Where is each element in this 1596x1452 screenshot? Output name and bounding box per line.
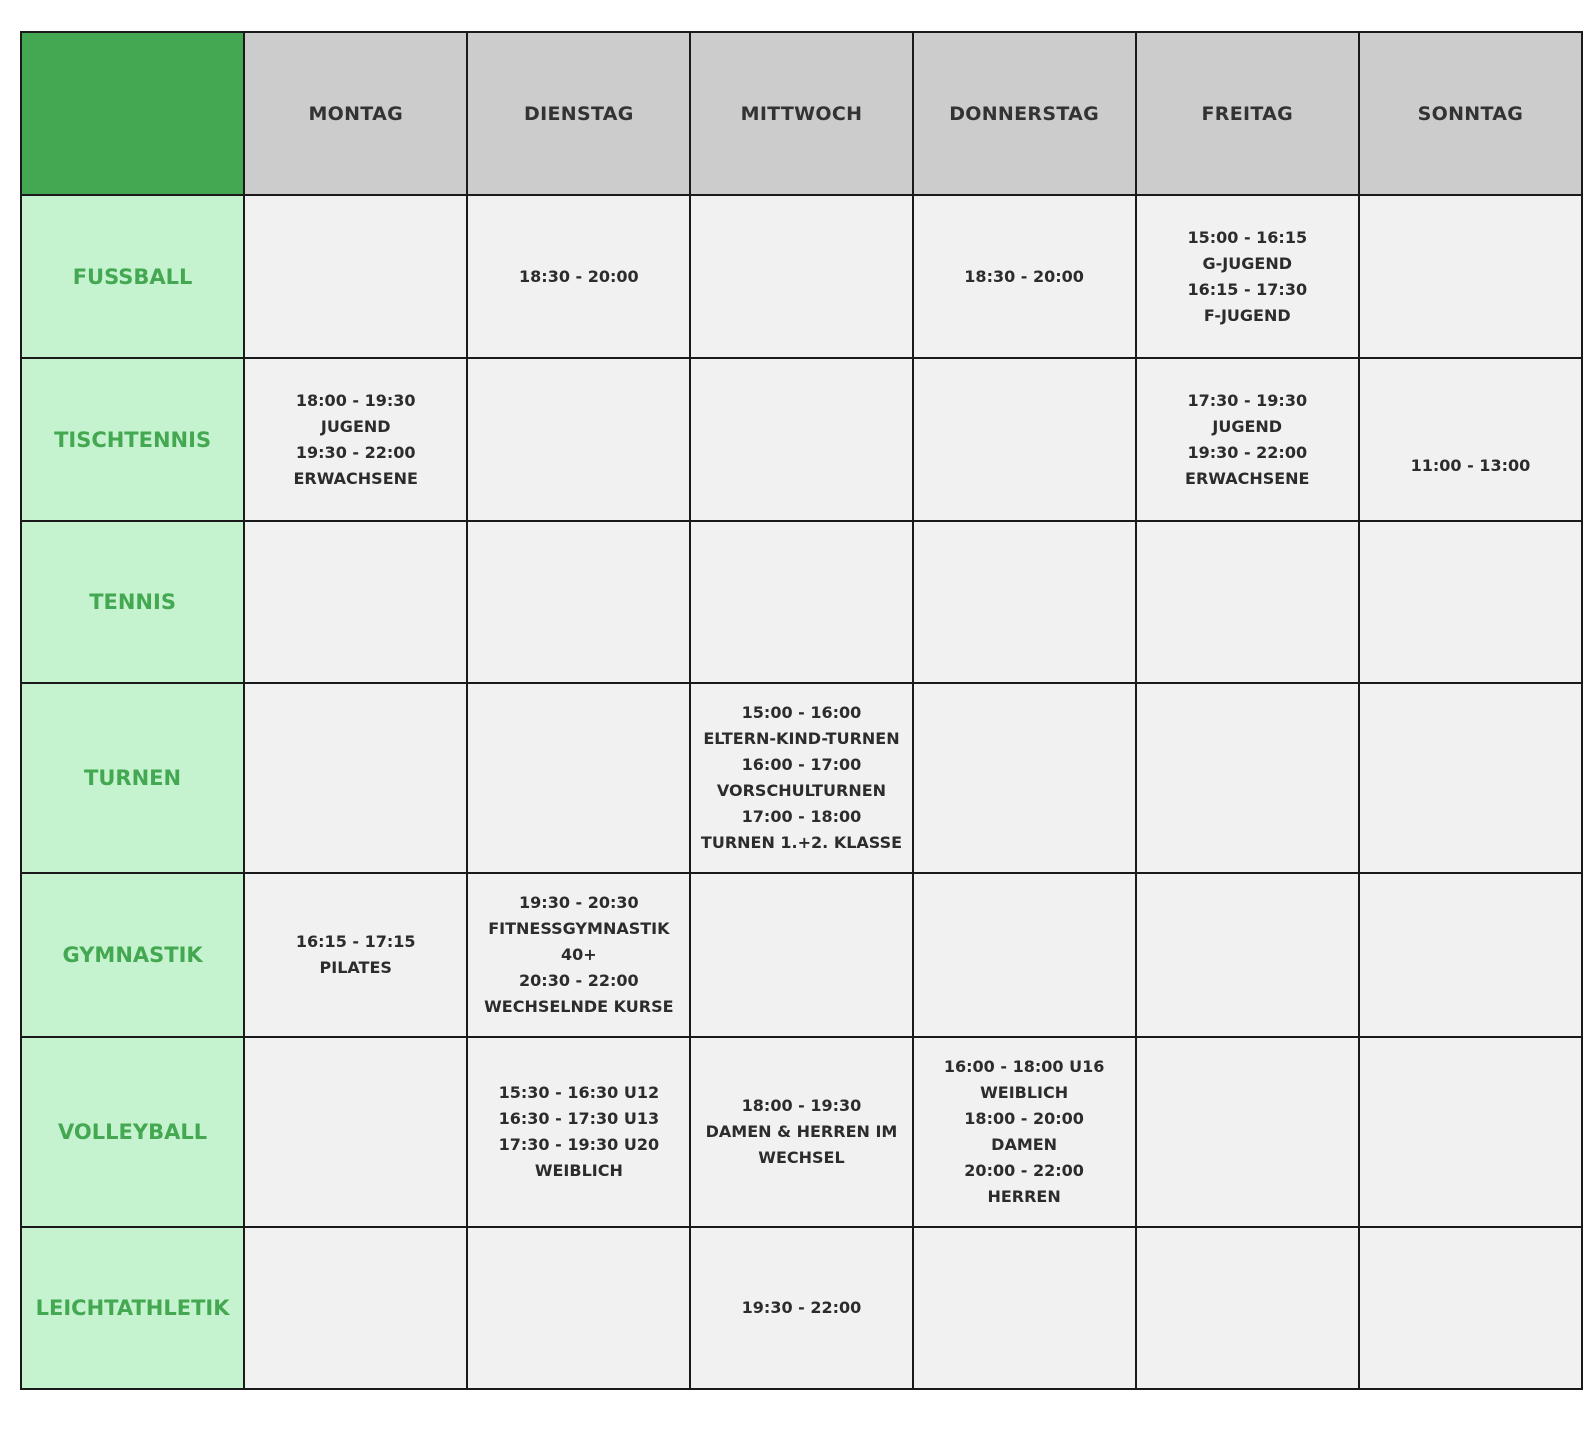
schedule-cell (913, 1227, 1136, 1389)
schedule-table (20, 31, 1583, 1390)
sport-label: TURNEN (21, 683, 244, 873)
cell-entry-line: 18:00 - 19:30 (295, 390, 416, 410)
cell-entry-line: 16:00 - 17:00 (741, 755, 862, 774)
schedule-cell (467, 358, 690, 521)
schedule-cell (244, 521, 467, 683)
sport-label: GYMNASTIK (21, 873, 244, 1037)
cell-entry-line: DAMEN & HERREN IM (705, 1122, 898, 1141)
day-header-sonntag: SONNTAG (1359, 32, 1582, 195)
sport-label: TENNIS (21, 521, 244, 683)
schedule-cell (1359, 683, 1582, 873)
schedule-cell (1136, 683, 1359, 873)
cell-entry-line: 20:30 - 22:00 (519, 971, 639, 990)
header-row (21, 32, 1582, 195)
schedule-cell (1359, 1037, 1582, 1227)
schedule-cell (913, 358, 1136, 521)
schedule-cell (1136, 873, 1359, 1037)
schedule-cell (1136, 358, 1359, 521)
schedule-cell (690, 683, 912, 873)
schedule-cell (690, 195, 912, 358)
schedule-cell (244, 1227, 467, 1389)
schedule-cell (913, 521, 1136, 683)
cell-entry-line: 16:30 - 17:30 U13 (498, 1109, 660, 1128)
cell-entry-line: 18:30 - 20:00 (519, 266, 639, 286)
schedule-cell (690, 873, 912, 1037)
cell-entry-line: VORSCHULTURNEN (716, 781, 887, 800)
schedule-cell (1359, 1227, 1582, 1389)
cell-entry-line: FITNESSGYMNASTIK (488, 919, 670, 938)
schedule-cell (467, 683, 690, 873)
schedule-cell (244, 683, 467, 873)
cell-entry-line: WEIBLICH (980, 1083, 1069, 1102)
schedule-row (21, 873, 1582, 1037)
cell-entry-line: 16:15 - 17:30 (1187, 279, 1308, 299)
cell-spacer (1364, 401, 1577, 453)
cell-entry-line: G-JUGEND (1202, 253, 1292, 273)
schedule-cell (690, 358, 912, 521)
day-header-freitag: FREITAG (1136, 32, 1359, 195)
schedule-cell (1136, 195, 1359, 358)
schedule-cell (244, 873, 467, 1037)
sport-label: TISCHTENNIS (21, 358, 244, 521)
cell-entry-line: TURNEN 1.+2. KLASSE (700, 833, 903, 852)
schedule-cell (913, 1037, 1136, 1227)
cell-entry-line: 18:00 - 20:00 (964, 1109, 1084, 1128)
cell-entry-line: 20:00 - 22:00 (964, 1161, 1084, 1180)
cell-entry-line: 15:00 - 16:15 (1187, 227, 1308, 247)
day-header-donnerstag: DONNERSTAG (913, 32, 1136, 195)
schedule-cell (913, 683, 1136, 873)
sport-label: LEICHTATHLETIK (21, 1227, 244, 1389)
cell-entry-line: ERWACHSENE (293, 468, 418, 488)
cell-entry-line: 11:00 - 13:00 (1410, 455, 1531, 475)
schedule-row (21, 195, 1582, 358)
schedule-row (21, 683, 1582, 873)
schedule-cell (690, 1227, 912, 1389)
cell-entry-line: HERREN (987, 1187, 1061, 1206)
day-header-dienstag: DIENSTAG (467, 32, 690, 195)
cell-entry-line: PILATES (319, 958, 392, 977)
schedule-cell (467, 873, 690, 1037)
schedule-cell (244, 1037, 467, 1227)
schedule-cell (913, 195, 1136, 358)
schedule-cell (467, 1227, 690, 1389)
schedule-cell (1359, 195, 1582, 358)
cell-entry-line: 18:00 - 19:30 (741, 1096, 862, 1115)
schedule-cell (1359, 521, 1582, 683)
schedule-cell (1136, 521, 1359, 683)
cell-entry-line: F-JUGEND (1203, 305, 1291, 325)
schedule-cell (244, 358, 467, 521)
schedule-cell (467, 1037, 690, 1227)
cell-entry-line: 40+ (561, 945, 597, 964)
cell-entry-line: 19:30 - 22:00 (295, 442, 416, 462)
cell-entry-line: 16:00 - 18:00 U16 (943, 1057, 1105, 1076)
cell-entry-line: 19:30 - 22:00 (741, 1298, 862, 1317)
cell-entry-line: WEIBLICH (534, 1161, 623, 1180)
schedule-cell (1359, 873, 1582, 1037)
cell-entry-line: WECHSEL (758, 1148, 845, 1167)
cell-entry-line: ERWACHSENE (1185, 468, 1310, 488)
schedule-row (21, 1227, 1582, 1389)
cell-entry-line: JUGEND (320, 416, 391, 436)
schedule-cell (913, 873, 1136, 1037)
schedule-cell (467, 195, 690, 358)
day-header-montag: MONTAG (244, 32, 467, 195)
day-header-mittwoch: MITTWOCH (690, 32, 912, 195)
cell-entry-line: 17:30 - 19:30 U20 (498, 1135, 660, 1154)
header-corner (21, 32, 244, 195)
schedule-cell (1136, 1037, 1359, 1227)
schedule-cell (244, 195, 467, 358)
cell-entry-line: 15:00 - 16:00 (741, 703, 862, 722)
cell-entry-line: 17:00 - 18:00 (741, 807, 862, 826)
schedule-cell (1359, 358, 1582, 521)
schedule-cell (690, 1037, 912, 1227)
schedule-cell (690, 521, 912, 683)
sport-label: FUSSBALL (21, 195, 244, 358)
cell-entry-line: ELTERN-KIND-TURNEN (703, 729, 900, 748)
cell-entry-line: 19:30 - 22:00 (1187, 442, 1308, 462)
cell-entry-line: JUGEND (1212, 416, 1283, 436)
schedule-cell (1136, 1227, 1359, 1389)
cell-entry-line: DAMEN (991, 1135, 1058, 1154)
cell-entry-line: 19:30 - 20:30 (519, 893, 639, 912)
schedule-row (21, 521, 1582, 683)
schedule-row (21, 358, 1582, 521)
cell-entry-line: 18:30 - 20:00 (964, 266, 1084, 286)
schedule-row (21, 1037, 1582, 1227)
schedule-cell (467, 521, 690, 683)
cell-entry-line: 15:30 - 16:30 U12 (498, 1083, 660, 1102)
sport-label: VOLLEYBALL (21, 1037, 244, 1227)
cell-entry-line: WECHSELNDE KURSE (484, 997, 674, 1016)
schedule-body (21, 195, 1582, 1389)
cell-entry-line: 17:30 - 19:30 (1187, 390, 1308, 410)
cell-entry-line: 16:15 - 17:15 (295, 932, 416, 951)
